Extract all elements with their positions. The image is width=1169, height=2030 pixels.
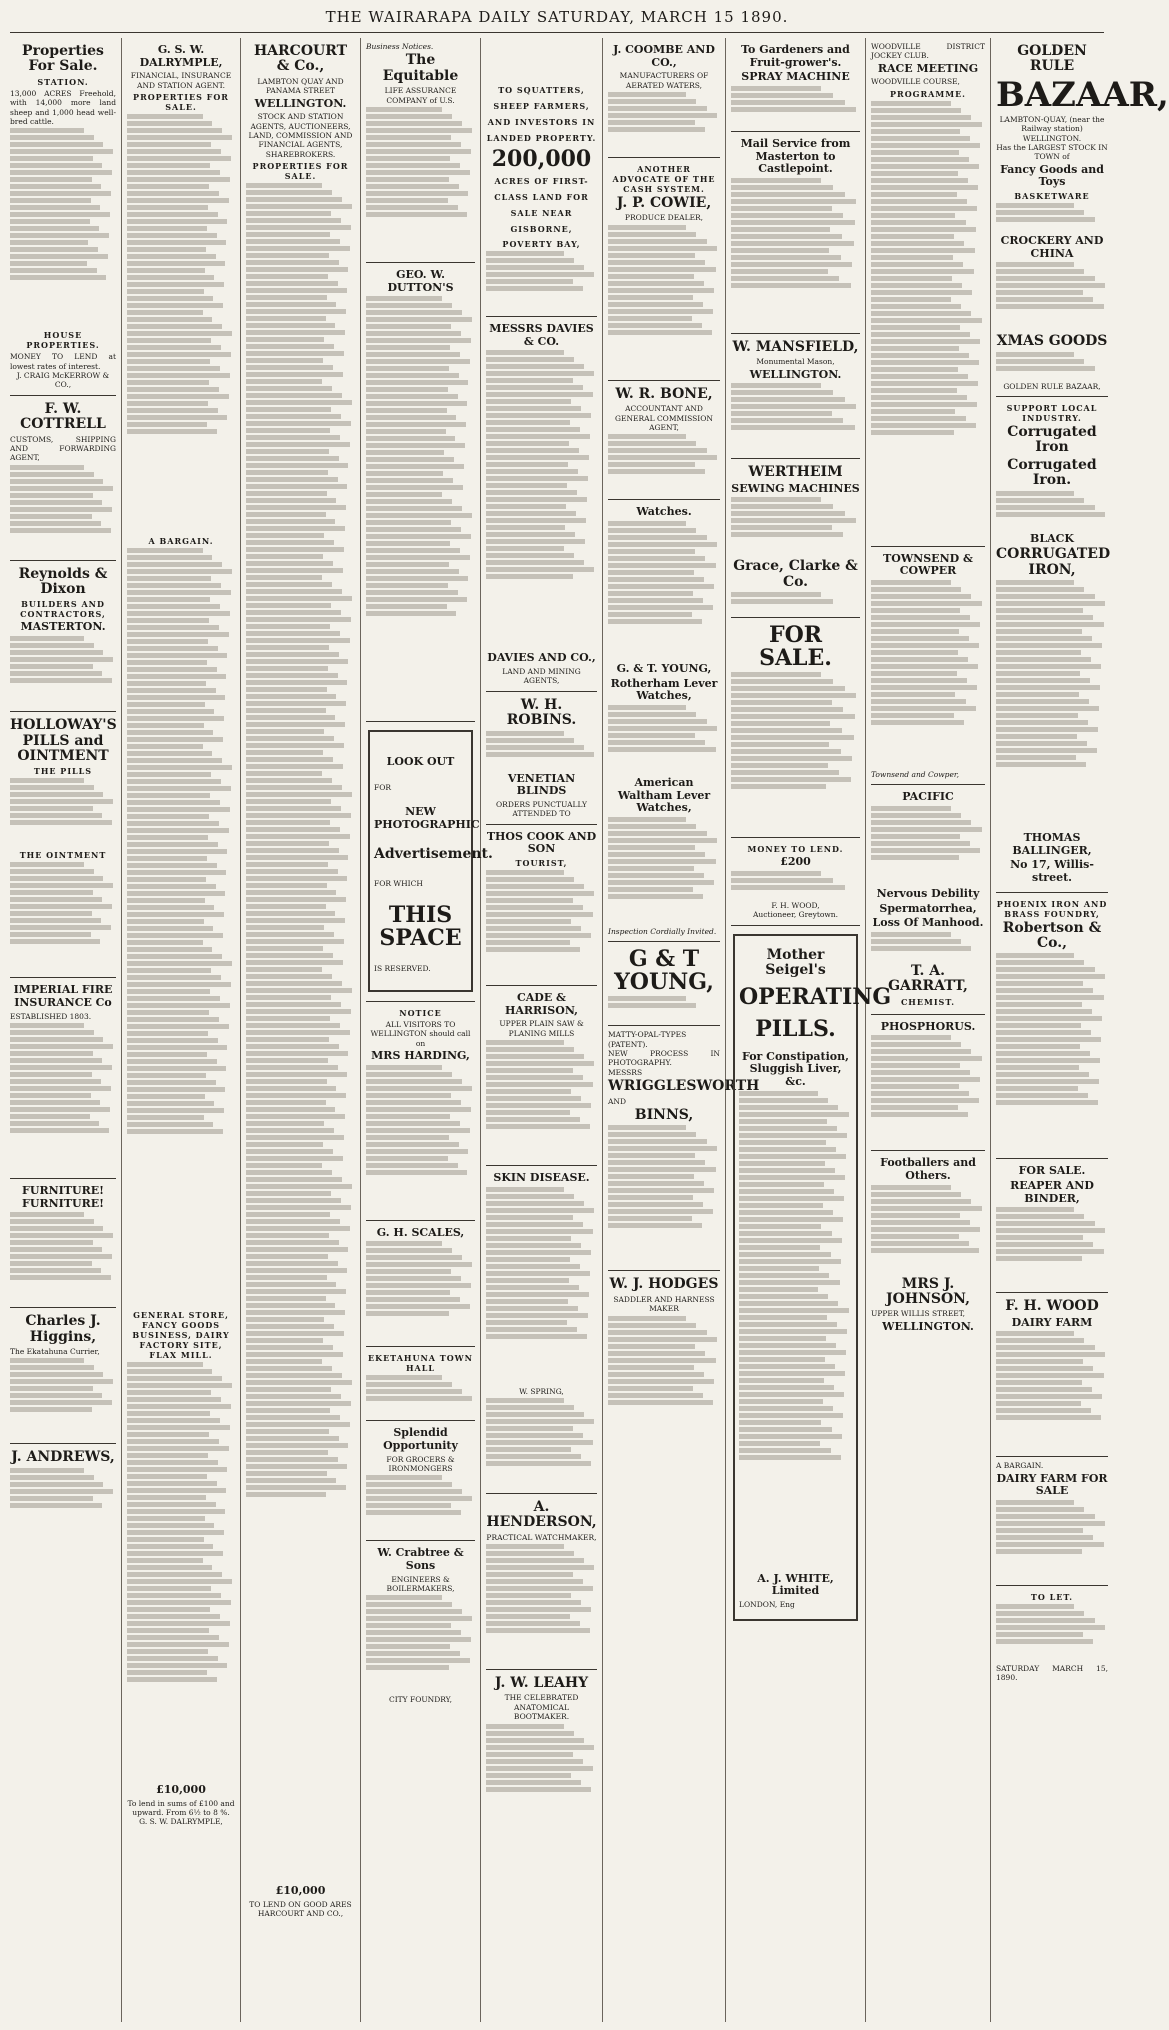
ointment-body: [10, 862, 116, 972]
for-sale-title: FOR SALE.: [759, 622, 832, 672]
eketahuna-ad: [366, 1347, 475, 1421]
harcourt-wellington: WELLINGTON.: [254, 96, 347, 110]
hodges-title: W. J. HODGES: [609, 1276, 719, 1293]
harcourt-ad: [246, 38, 355, 1923]
scales-title: G. H. SCALES,: [376, 1225, 465, 1239]
column-rule: [725, 38, 726, 2022]
phosphorus-body: [871, 1035, 985, 1145]
largest-line: Has the LARGEST STOCK IN TOWN of: [996, 142, 1108, 162]
visitors-line: ALL VISITORS TO WELLINGTON should call on: [370, 1019, 471, 1048]
young-watches-ad: [608, 500, 720, 942]
fancy-goods: Fancy Goods and Toys: [1000, 162, 1104, 189]
xmas-body: [996, 352, 1108, 382]
dalrymple-signature: G. S. W. DALRYMPLE,: [139, 1817, 223, 1827]
cook-ad: [486, 825, 597, 986]
wertheim-title: WERTHEIM: [748, 464, 843, 481]
imperial-body: [10, 1023, 116, 1173]
skin-title: SKIN DISEASE.: [493, 1170, 590, 1184]
imperial-title: IMPERIAL FIRE INSURANCE Co: [13, 983, 113, 1009]
young-big-ad: [608, 942, 720, 1026]
harcourt-prop-sale: PROPERTIES FOR SALE.: [252, 161, 349, 182]
mansfield-title: W. MANSFIELD,: [732, 338, 859, 355]
programme: PROGRAMME.: [890, 88, 966, 99]
hodges-body: [608, 1316, 720, 1436]
to-let-ad: [996, 1586, 1108, 1688]
to-let-title: TO LET.: [1030, 1591, 1074, 1602]
scales-body: [366, 1241, 475, 1341]
townsend-signature: Townsend and Cowper,: [871, 770, 960, 780]
splendid-ad: [366, 1421, 475, 1541]
properties-ad: [10, 38, 116, 396]
mansfield-sub: Monumental Mason,: [756, 357, 835, 367]
column-rule: [990, 38, 991, 2022]
leahy-body: [486, 1724, 597, 1814]
new-process-line: NEW PROCESS IN PHOTOGRAPHY.: [608, 1049, 720, 1068]
crabtree-ad: [366, 1541, 475, 1709]
wrigglesworth-body: [608, 1125, 720, 1265]
equitable-title: The Equitable: [382, 52, 459, 84]
squatters-body: [486, 251, 597, 311]
city-foundry: CITY FOUNDRY,: [388, 1695, 453, 1705]
spring-body: [486, 1398, 597, 1488]
american-body: [608, 817, 720, 927]
higgins-body: [10, 1358, 116, 1438]
money-body: [731, 871, 860, 901]
harcourt-money-text: TO LEND ON GOOD ARES: [249, 1899, 352, 1909]
acres-number: 200,000: [491, 146, 592, 172]
ointment-sub: THE OINTMENT: [19, 850, 107, 861]
dalrymple-bargain: A BARGAIN.: [148, 536, 214, 547]
scales-ad: [366, 1221, 475, 1348]
phoenix-title: PHOENIX IRON AND BRASS FOUNDRY,: [996, 898, 1108, 919]
binns-title: BINNS,: [634, 1107, 694, 1123]
dutton-title: GEO. W. DUTTON'S: [387, 267, 454, 294]
townsend-title: TOWNSEND & COWPER: [883, 551, 973, 578]
jockey-club-title: WOODVILLE DISTRICT JOCKEY CLUB.: [871, 42, 985, 61]
corrugated-title-2: Corrugated Iron.: [1007, 456, 1097, 489]
eketahuna-title: EKETAHUNA TOWN HALL: [368, 1353, 473, 1374]
dairy-sale-body: [996, 1500, 1108, 1580]
cowie-sub: PRODUCE DEALER,: [624, 213, 704, 223]
coombe-body: [608, 92, 720, 152]
squatters-title: TO SQUATTERS, SHEEP FARMERS, AND INVESTORS IN LANDED PROPERTY.: [486, 85, 597, 143]
for-word: FOR: [374, 782, 391, 792]
column-3: [242, 38, 359, 2022]
golden-rule: GOLDEN RULE: [1017, 43, 1087, 75]
american-title: American Waltham Lever Watches,: [617, 775, 711, 815]
black-word: BLACK: [1030, 531, 1074, 545]
programme-body: [871, 101, 985, 541]
cade-ad: [486, 986, 597, 1166]
bone-ad: [608, 381, 720, 501]
equitable-sub: LIFE ASSURANCE COMPANY of U.S.: [384, 86, 457, 105]
column-rule: [121, 38, 122, 2022]
dutton-ad: [366, 263, 475, 722]
wood-dairy-ad: [996, 1293, 1108, 1457]
johnson-sub: UPPER WILLIS STREET,: [871, 1309, 966, 1319]
jockey-club-ad: [871, 38, 985, 547]
higgins-sub: The Ekatahuna Currier,: [10, 1347, 100, 1356]
townsend-ad: [871, 547, 985, 786]
rotherham-body: [608, 705, 720, 775]
column-8: [867, 38, 989, 2022]
garratt-ad: [871, 785, 985, 1014]
hodges-ad: [608, 1271, 720, 1440]
nervous-line: Nervous Debility: [876, 887, 980, 901]
grace-title: Grace, Clarke & Co.: [733, 558, 858, 590]
harding-body: [366, 1065, 475, 1215]
davies-sub: LAND AND MINING AGENTS,: [502, 667, 581, 686]
dalrymple-sub: FINANCIAL, INSURANCE AND STATION AGENT.: [130, 71, 232, 90]
bone-body: [608, 434, 720, 494]
henderson-ad: [486, 1494, 597, 1670]
spray-body: [731, 86, 860, 126]
rotherham-title: Rotherham Lever Watches,: [610, 676, 718, 703]
wood-title: F. H. WOOD: [1005, 1298, 1099, 1315]
agent-name: J. CRAIG McKERROW & CO.,: [16, 371, 110, 390]
venetian-title: VENETIAN BLINDS: [507, 771, 576, 798]
column-6: [604, 38, 760, 2022]
cowie-body: [608, 225, 720, 375]
column-2: [123, 38, 239, 2022]
column-7: [727, 38, 892, 2022]
reynolds-sub: BUILDERS AND CONTRACTORS,: [20, 599, 106, 620]
column-1: [6, 38, 120, 2022]
wertheim-ad: [731, 459, 860, 618]
wertheim-body: [731, 497, 860, 557]
station-label: STATION.: [37, 76, 89, 87]
pacific-body: [871, 806, 985, 886]
pacific-title: PACIFIC: [902, 790, 954, 804]
wrigglesworth-title: WRIGGLESWORTH: [608, 1078, 760, 1095]
cottrell-title: F. W. COTTRELL: [20, 400, 106, 433]
reaper-ad: [996, 1159, 1108, 1293]
properties-body-text: [10, 128, 116, 328]
higgins-title: Charles J. Higgins,: [25, 1313, 101, 1345]
leahy-title: J. W. LEAHY: [494, 1675, 589, 1692]
crabtree-sub: ENGINEERS & BOILERMAKERS,: [386, 1574, 455, 1593]
cottrell-body: [10, 465, 116, 555]
support-industry: SUPPORT LOCAL INDUSTRY.: [1006, 402, 1098, 423]
young-big-body: [608, 996, 720, 1020]
matty-line: MATTY-OPAL-TYPES (PATENT).: [608, 1030, 687, 1049]
mansfield-ad: [731, 334, 860, 459]
furniture-title: FURNITURE! FURNITURE!: [22, 1183, 104, 1210]
corrugated-body: [996, 491, 1108, 531]
photographic-frame: [368, 730, 493, 992]
xmas-goods: XMAS GOODS: [996, 333, 1108, 350]
skin-body: [486, 1187, 597, 1387]
andrews-body: [10, 1468, 116, 1528]
column-rule: [360, 38, 361, 2022]
gardeners-title: To Gardeners and Fruit-grower's.: [741, 43, 850, 69]
harcourt-sub: LAMBTON QUAY AND PANAMA STREET: [257, 76, 344, 96]
messrs-word: MESSRS: [608, 1067, 643, 1077]
corrugated-iron-body: [996, 580, 1108, 830]
crabtree-title: W. Crabtree & Sons: [377, 1546, 464, 1572]
wood-dairy-body: [996, 1331, 1108, 1451]
cade-body: [486, 1040, 597, 1160]
leahy-sub: THE CELEBRATED ANATOMICAL BOOTMAKER.: [504, 1693, 579, 1722]
column-4: [362, 38, 493, 2022]
crockery: CROCKERY AND CHINA: [1000, 233, 1104, 260]
inspection-line: Inspection Cordially Invited.: [608, 926, 717, 936]
venetian-sub: ORDERS PUNCTUALLY ATTENDED TO: [496, 799, 587, 819]
bazaar-sub: LAMBTON-QUAY, (near the Railway station) WELLINGTON.: [999, 114, 1105, 143]
seigel-frame: [733, 934, 892, 1622]
corrugated-title: Corrugated Iron: [1007, 423, 1097, 456]
seigel-ad: [731, 926, 892, 1631]
coombe-sub: MANUFACTURERS OF AERATED WATERS,: [619, 71, 709, 90]
phosphorus-ad: [871, 1015, 985, 1152]
bargain-title: A BARGAIN.: [996, 1461, 1044, 1471]
robins-body: [486, 731, 597, 771]
johnson-wellington: WELLINGTON.: [882, 1319, 974, 1333]
davies-title: MESSRS DAVIES & CO.: [489, 322, 594, 348]
garratt-body: [871, 932, 985, 962]
mansfield-body: [731, 383, 860, 453]
mail-body: [731, 178, 860, 328]
basketware-body: [996, 203, 1108, 233]
harcourt-roles: STOCK AND STATION AGENTS, AUCTIONEERS, LAND, COMMISSION AND FINANCIAL AGENTS, SHAREBROKERS.: [248, 112, 353, 159]
corrugated-ad: [996, 397, 1111, 893]
properties-title: Properties For Sale.: [22, 43, 104, 75]
wood-name: F. H. WOOD,: [771, 900, 820, 910]
manhood-line: Loss Of Manhood.: [872, 916, 984, 930]
johnson-title: MRS J. JOHNSON,: [886, 1275, 970, 1308]
chemist: CHEMIST.: [900, 996, 956, 1007]
reaper-body: [996, 1207, 1108, 1287]
general-store: GENERAL STORE, FANCY GOODS BUSINESS, DAIRY FACTORY SITE, FLAX MILL.: [132, 1310, 230, 1361]
garratt-title: T. A. GARRATT,: [888, 962, 968, 995]
white-title: A. J. WHITE, Limited: [757, 1571, 834, 1598]
skin-ad: [486, 1166, 597, 1494]
spermatorrhea-line: Spermatorrhea,: [879, 901, 977, 915]
wrigglesworth-ad: [608, 1026, 760, 1271]
bargain-ad: [996, 1457, 1108, 1586]
bone-title: W. R. BONE,: [615, 385, 713, 402]
money-line: MONEY TO LEND at lowest rates of interest.: [10, 352, 116, 371]
operating-title: OPERATING: [739, 984, 892, 1011]
grace-body: [731, 592, 860, 612]
mansfield-wellington: WELLINGTON.: [749, 367, 842, 381]
equitable-ad: [366, 38, 475, 263]
and-word: AND: [608, 1096, 626, 1106]
money-lend-title: MONEY TO LEND.: [747, 844, 844, 855]
johnson-ad: [871, 1151, 985, 1340]
column-rule: [865, 38, 866, 2022]
harding-ad: [366, 1002, 475, 1221]
pills-body: [10, 778, 116, 848]
henderson-body: [486, 1544, 597, 1664]
bazaar-title: BAZAAR,: [996, 74, 1169, 115]
willis-street: No 17, Willis-street.: [1010, 858, 1094, 884]
furniture-body: [10, 1212, 116, 1302]
harding-title: MRS HARDING,: [371, 1048, 470, 1062]
reynolds-ad: [10, 561, 116, 712]
cowie-title: J. P. COWIE,: [616, 195, 712, 212]
pills-title: PILLS.: [755, 1015, 836, 1042]
spray-ad: [731, 38, 860, 132]
footballers-title: Footballers and Others.: [880, 1156, 976, 1183]
to-let-body: [996, 1604, 1108, 1664]
advertisement-word: Advertisement.: [374, 846, 493, 863]
footballers-body: [871, 1185, 985, 1275]
woodville-course: WOODVILLE COURSE,: [871, 77, 960, 87]
cottrell-ad: [10, 396, 116, 561]
cook-title: THOS COOK AND SON: [486, 829, 597, 856]
cade-sub: UPPER PLAIN SAW & PLANING MILLS: [499, 1019, 584, 1038]
column-rule: [240, 38, 241, 2022]
coombe-title: J. COOMBE AND CO.,: [613, 43, 715, 69]
this-space: THIS SPACE: [379, 902, 462, 952]
splendid-body: [366, 1475, 475, 1535]
dalrymple-title: G. S. W. DALRYMPLE,: [139, 43, 223, 69]
harcourt-title: HARCOURT & Co.,: [253, 43, 348, 75]
column-rule: [480, 38, 481, 2022]
cade-title: CADE & HARRISON,: [504, 990, 579, 1017]
davies-ad: [486, 317, 597, 692]
column-9: [992, 38, 1169, 2022]
robins-ad: [486, 692, 597, 825]
seigel-body: [739, 1091, 852, 1571]
london-line: LONDON, Eng: [739, 1599, 795, 1609]
bazaar-ad: [996, 38, 1169, 397]
masthead-title: THE WAIRARAPA DAILY SATURDAY, MARCH 15 1890.: [325, 8, 789, 26]
robertson-ad: [996, 893, 1108, 1160]
is-reserved: IS RESERVED.: [374, 964, 431, 974]
thomas-ballinger: THOMAS BALLINGER,: [1012, 830, 1092, 857]
cowie-ad: [608, 158, 720, 381]
splendid-title: Splendid Opportunity: [383, 1426, 458, 1452]
dairy-sale-title: DAIRY FARM FOR SALE: [996, 1471, 1108, 1498]
young-big-title: G & T YOUNG,: [614, 946, 714, 996]
cook-body: [486, 870, 597, 980]
hodges-sub: SADDLER AND HARNESS MAKER: [613, 1294, 715, 1314]
holloway-ad: [10, 712, 116, 978]
column-rule: [602, 38, 603, 2022]
for-sale-title: FOR SALE.: [1018, 1164, 1086, 1178]
davies-body: [486, 350, 597, 650]
dalrymple-prop-sale: PROPERTIES FOR SALE.: [133, 92, 229, 113]
column-5: [482, 38, 601, 2022]
corrugated-iron-title: CORRUGATED IRON,: [996, 546, 1111, 578]
constipation-line: For Constipation, Sluggish Liver, &c.: [742, 1049, 849, 1088]
for-which: FOR WHICH: [374, 878, 423, 888]
imperial-ad: [10, 978, 116, 1179]
reynolds-body: [10, 636, 116, 706]
basketware: BASKETWARE: [1014, 190, 1090, 201]
holloway-title: HOLLOWAY'S PILLS and OINTMENT: [10, 717, 117, 764]
race-meeting: RACE MEETING: [877, 61, 979, 75]
mail-ad: [731, 132, 860, 334]
station-text: 13,000 ACRES Freehold, with 14,000 more land sheep and 1,000 head well-bred cattle.: [10, 88, 116, 126]
imperial-sub: ESTABLISHED 1803.: [10, 1011, 92, 1021]
wood-role: Auctioneer, Greytown.: [752, 910, 839, 920]
golden-rule-signature: GOLDEN RULE BAZAAR,: [1003, 381, 1101, 391]
business-notices: Business Notices.: [366, 42, 434, 51]
henderson-title: A. HENDERSON,: [486, 1498, 597, 1531]
phosphorus-title: PHOSPHORUS.: [880, 1019, 976, 1033]
reynolds-title: Reynolds & Dixon: [18, 565, 108, 598]
davies-signature: DAVIES AND CO.,: [487, 651, 596, 665]
photographic-ad: [366, 722, 493, 1002]
seigel-title: Mother Seigel's: [765, 946, 826, 979]
lend-text: To lend in sums of £100 and upward. From 6½ to 8 %.: [127, 1798, 235, 1818]
robertson-body: [996, 953, 1108, 1153]
spring-title: W. SPRING,: [519, 1386, 564, 1396]
young-title: G. & T. YOUNG,: [616, 661, 712, 675]
masthead: [0, 0, 1114, 34]
new-photographic: NEW PHOTOGRAPHIC: [374, 805, 480, 831]
harcourt-money: £10,000: [275, 1884, 326, 1898]
leahy-ad: [486, 1670, 597, 1819]
equitable-body: [366, 107, 475, 257]
money-ad: [731, 838, 860, 925]
footer-date: SATURDAY MARCH 15, 1890.: [996, 1663, 1108, 1683]
bone-sub: ACCOUNTANT AND GENERAL COMMISSION AGENT,: [615, 404, 713, 432]
dairy-farm: DAIRY FARM: [1011, 1315, 1093, 1329]
robertson-title: Robertson & Co.,: [1002, 919, 1102, 951]
dutton-body: [366, 296, 475, 716]
cash-system: ANOTHER ADVOCATE OF THE CASH SYSTEM.: [612, 164, 716, 195]
masthead-rule: [10, 32, 1104, 33]
townsend-body: [871, 580, 985, 770]
house-properties-title: HOUSE PROPERTIES.: [26, 330, 100, 351]
tourist: TOURIST,: [515, 857, 568, 868]
andrews-ad: [10, 1444, 116, 1532]
cottrell-sub: CUSTOMS, SHIPPING AND FORWARDING AGENT,: [10, 434, 116, 463]
harcourt-signature: HARCOURT AND CO.,: [257, 1909, 344, 1919]
dalrymple-listings: [127, 114, 235, 534]
eketahuna-body: [366, 1375, 475, 1415]
robins-title: W. H. ROBINS.: [506, 696, 577, 729]
andrews-title: J. ANDREWS,: [11, 1449, 115, 1466]
for-sale-ad: [731, 618, 860, 838]
harcourt-listings: [246, 183, 355, 1883]
mail-title: Mail Service from Masterton to Castlepoint.: [740, 136, 851, 176]
dalrymple-ad: [127, 38, 235, 1832]
for-sale-body: [731, 672, 860, 832]
watches-body: [608, 521, 720, 661]
reaper-title: REAPER AND BINDER,: [1010, 1178, 1094, 1205]
money-amount: £200: [780, 855, 811, 869]
higgins-ad: [10, 1308, 116, 1444]
masterton-label: MASTERTON.: [20, 620, 106, 634]
acres-text: ACRES OF FIRST-CLASS LAND FOR SALE NEAR GISBORNE,: [494, 176, 589, 235]
crockery-body: [996, 262, 1108, 332]
poverty-bay: POVERTY BAY,: [502, 239, 581, 250]
splendid-sub: FOR GROCERS & IRONMONGERS: [386, 1454, 455, 1473]
lend-amount: £10,000: [156, 1783, 206, 1797]
spray-title: SPRAY MACHINE: [741, 70, 850, 84]
henderson-sub: PRACTICAL WATCHMAKER,: [486, 1532, 597, 1542]
sewing-title: SEWING MACHINES: [731, 481, 860, 495]
dalrymple-listings-more: [127, 548, 235, 1308]
notice-word: NOTICE: [399, 1007, 442, 1018]
general-store-body: [127, 1362, 235, 1782]
furniture-ad: [10, 1179, 116, 1308]
coombe-ad: [608, 38, 720, 158]
watches-title: Watches.: [636, 505, 692, 519]
pills-sub: THE PILLS: [33, 766, 93, 777]
look-out: LOOK OUT: [386, 755, 455, 769]
crabtree-body: [366, 1595, 475, 1695]
squatters-ad: [486, 38, 597, 317]
